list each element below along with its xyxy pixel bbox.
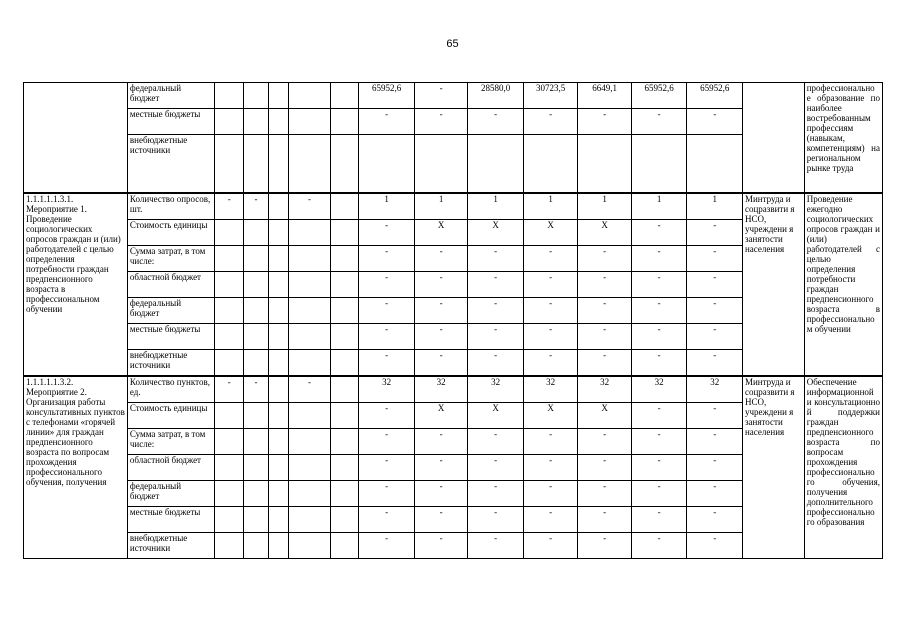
value-cell [289,298,330,324]
value-cell: X [414,220,467,246]
value-cell [215,429,244,455]
value-cell: - [359,324,415,350]
indicator-label: Количество опросов, шт. [127,193,214,220]
value-cell: 28580,0 [468,83,524,109]
value-cell: - [468,350,524,377]
value-cell [268,455,289,481]
value-cell: - [468,272,524,298]
program-table [23,82,883,559]
value-cell: - [578,324,631,350]
value-cell [330,533,359,559]
value-cell: - [578,298,631,324]
value-cell: - [468,455,524,481]
value-cell: - [359,246,415,272]
table-row [24,83,883,109]
value-cell [268,220,289,246]
value-cell [289,481,330,507]
value-cell: 32 [414,376,467,403]
value-cell: - [687,246,743,272]
value-cell [289,429,330,455]
value-cell: - [414,83,467,109]
value-cell [215,246,244,272]
value-cell [215,324,244,350]
value-cell [268,324,289,350]
value-cell: - [687,533,743,559]
result-cell: Обеспечение информационной и консультационно й поддержки граждан предпенсионного возраста по вопросам прохождения профессионально го обучения, получения дополнительного профессионально го образования [804,376,882,559]
value-cell: - [359,455,415,481]
value-cell: - [631,220,687,246]
value-cell [330,324,359,350]
value-cell: - [578,109,631,135]
value-cell [330,193,359,220]
value-cell: 1 [578,193,631,220]
value-cell [330,376,359,403]
value-cell [215,83,244,109]
value-cell: 32 [631,376,687,403]
value-cell: X [523,220,578,246]
value-cell [215,298,244,324]
value-cell: 32 [687,376,743,403]
value-cell: - [631,429,687,455]
value-cell: - [631,272,687,298]
value-cell: - [523,324,578,350]
value-cell [215,109,244,135]
indicator-label: внебюджетные источники [127,350,214,377]
value-cell: - [578,481,631,507]
value-cell: 1 [687,193,743,220]
value-cell [687,135,743,194]
value-cell [268,83,289,109]
value-cell [330,246,359,272]
table-row [24,193,883,220]
table-row [24,376,883,403]
value-cell [268,135,289,194]
value-cell: - [578,246,631,272]
value-cell [244,429,269,455]
value-cell [268,109,289,135]
value-cell: - [244,376,269,403]
value-cell [268,298,289,324]
value-cell: - [359,272,415,298]
value-cell [289,246,330,272]
value-cell: - [244,193,269,220]
value-cell: - [414,455,467,481]
value-cell: - [215,376,244,403]
indicator-label: Стоимость единицы [127,220,214,246]
value-cell: - [631,324,687,350]
value-cell [468,135,524,194]
value-cell [268,272,289,298]
value-cell [244,272,269,298]
value-cell: - [523,533,578,559]
value-cell: X [578,403,631,429]
value-cell [244,324,269,350]
executor-cell: Минтруда и соцразвити я НСО, учреждени я занятости населения [742,376,804,559]
value-cell [578,135,631,194]
value-cell [244,298,269,324]
value-cell: - [359,350,415,377]
value-cell [289,272,330,298]
value-cell: X [414,403,467,429]
value-cell: - [687,481,743,507]
value-cell: X [468,403,524,429]
value-cell [268,376,289,403]
result-cell: профессионально е образование по наиболее востребованным профессиям (навыкам, компетенциям) на региональном рынке труда [804,83,882,194]
value-cell: X [468,220,524,246]
value-cell [289,83,330,109]
value-cell: - [468,429,524,455]
value-cell: - [578,455,631,481]
value-cell: - [631,507,687,533]
value-cell [215,272,244,298]
value-cell: - [631,481,687,507]
value-cell [244,455,269,481]
value-cell [215,507,244,533]
value-cell: - [687,455,743,481]
value-cell: 32 [468,376,524,403]
value-cell: - [631,455,687,481]
indicator-label: местные бюджеты [127,324,214,350]
value-cell [330,135,359,194]
value-cell [215,220,244,246]
value-cell: 30723,5 [523,83,578,109]
value-cell: - [414,507,467,533]
result-cell: Проведение ежегодно социологических опросов граждан и (или) работодателей с целью определения потребности граждан предпенсионного возраста в профессионально м обучении [804,193,882,376]
value-cell: - [687,298,743,324]
value-cell: 32 [359,376,415,403]
executor-cell [742,83,804,194]
value-cell: - [289,376,330,403]
value-cell: - [468,109,524,135]
value-cell: - [468,324,524,350]
value-cell [289,403,330,429]
value-cell: - [687,507,743,533]
value-cell [523,135,578,194]
indicator-label: федеральный бюджет [127,481,214,507]
value-cell: - [687,429,743,455]
value-cell: - [414,246,467,272]
value-cell: - [687,109,743,135]
value-cell: 1 [414,193,467,220]
value-cell: - [523,246,578,272]
value-cell: 6649,1 [578,83,631,109]
value-cell [330,507,359,533]
value-cell: - [468,298,524,324]
indicator-label: местные бюджеты [127,507,214,533]
value-cell [289,109,330,135]
value-cell [215,533,244,559]
value-cell [289,220,330,246]
value-cell [268,403,289,429]
value-cell [244,246,269,272]
indicator-label: Сумма затрат, в том числе: [127,429,214,455]
value-cell [289,350,330,377]
value-cell: 32 [523,376,578,403]
value-cell: - [631,350,687,377]
value-cell: - [468,507,524,533]
value-cell [330,429,359,455]
value-cell [244,403,269,429]
value-cell: - [631,109,687,135]
value-cell: X [523,403,578,429]
value-cell: - [414,298,467,324]
value-cell: - [414,429,467,455]
indicator-label: федеральный бюджет [127,298,214,324]
value-cell: - [631,533,687,559]
value-cell: - [687,324,743,350]
page-number: 65 [446,38,459,50]
value-cell: - [359,298,415,324]
value-cell [244,220,269,246]
value-cell: - [631,403,687,429]
value-cell: - [523,507,578,533]
value-cell: - [523,350,578,377]
value-cell [330,298,359,324]
value-cell [268,246,289,272]
indicator-label: областной бюджет [127,455,214,481]
value-cell: - [578,272,631,298]
value-cell [244,507,269,533]
value-cell [359,135,415,194]
value-cell: 1 [631,193,687,220]
value-cell [289,533,330,559]
value-cell: - [359,481,415,507]
value-cell: - [215,193,244,220]
value-cell: 1 [359,193,415,220]
value-cell [215,403,244,429]
indicator-label: местные бюджеты [127,109,214,135]
value-cell: - [523,429,578,455]
value-cell [289,455,330,481]
value-cell [215,350,244,377]
value-cell [215,455,244,481]
value-cell: 1 [523,193,578,220]
value-cell [244,109,269,135]
value-cell: - [414,109,467,135]
indicator-label: областной бюджет [127,272,214,298]
value-cell [268,429,289,455]
value-cell [330,272,359,298]
value-cell: - [359,403,415,429]
value-cell [330,109,359,135]
value-cell: 32 [578,376,631,403]
indicator-label: внебюджетные источники [127,135,214,194]
value-cell [244,533,269,559]
value-cell [268,533,289,559]
value-cell: - [359,507,415,533]
value-cell: - [414,272,467,298]
indicator-label: федеральный бюджет [127,83,214,109]
value-cell: - [414,481,467,507]
value-cell: - [523,298,578,324]
value-cell: - [359,533,415,559]
value-cell: - [631,246,687,272]
value-cell [244,135,269,194]
value-cell [330,403,359,429]
value-cell [215,135,244,194]
value-cell [268,350,289,377]
value-cell: - [468,533,524,559]
executor-cell: Минтруда и соцразвити я НСО, учреждени я занятости населения [742,193,804,376]
indicator-label: Стоимость единицы [127,403,214,429]
value-cell: 65952,6 [687,83,743,109]
value-cell: - [414,533,467,559]
value-cell [330,455,359,481]
value-cell: - [523,272,578,298]
value-cell: - [523,109,578,135]
value-cell [268,481,289,507]
value-cell [244,350,269,377]
event-name-cell [24,83,128,194]
value-cell [244,481,269,507]
value-cell: - [414,350,467,377]
event-name: 1.1.1.1.1.3.1. Мероприятие 1. Проведение социологических опросов граждан и (или) работодателей с целью определения потребности граждан предпенсионного возраста в профессиональном обучении [24,193,128,376]
value-cell: - [289,193,330,220]
value-cell: - [687,403,743,429]
value-cell: - [468,246,524,272]
value-cell: - [359,429,415,455]
value-cell [330,83,359,109]
value-cell [289,324,330,350]
value-cell: X [578,220,631,246]
value-cell: - [687,220,743,246]
value-cell: - [414,324,467,350]
value-cell: - [631,298,687,324]
indicator-label: Сумма затрат, в том числе: [127,246,214,272]
value-cell [268,507,289,533]
value-cell: - [578,533,631,559]
value-cell: 65952,6 [359,83,415,109]
value-cell [414,135,467,194]
indicator-label: внебюджетные источники [127,533,214,559]
value-cell: - [578,350,631,377]
value-cell [330,220,359,246]
value-cell: - [578,507,631,533]
value-cell [244,83,269,109]
value-cell [330,481,359,507]
indicator-label: Количество пунктов, ед. [127,376,214,403]
value-cell: 65952,6 [631,83,687,109]
value-cell: - [687,272,743,298]
value-cell [289,507,330,533]
value-cell: - [578,429,631,455]
value-cell: - [359,220,415,246]
value-cell [631,135,687,194]
value-cell: - [523,481,578,507]
event-name: 1.1.1.1.1.3.2. Мероприятие 2. Организация работы консультативных пунктов с телефонами «горячей линии» для граждан предпенсионного возраста по вопросам прохождения профессионального обучения, получения [24,376,128,559]
value-cell [215,481,244,507]
value-cell: - [523,455,578,481]
value-cell [289,135,330,194]
value-cell [330,350,359,377]
value-cell [268,193,289,220]
value-cell: - [359,109,415,135]
value-cell: 1 [468,193,524,220]
value-cell: - [687,350,743,377]
value-cell: - [468,481,524,507]
